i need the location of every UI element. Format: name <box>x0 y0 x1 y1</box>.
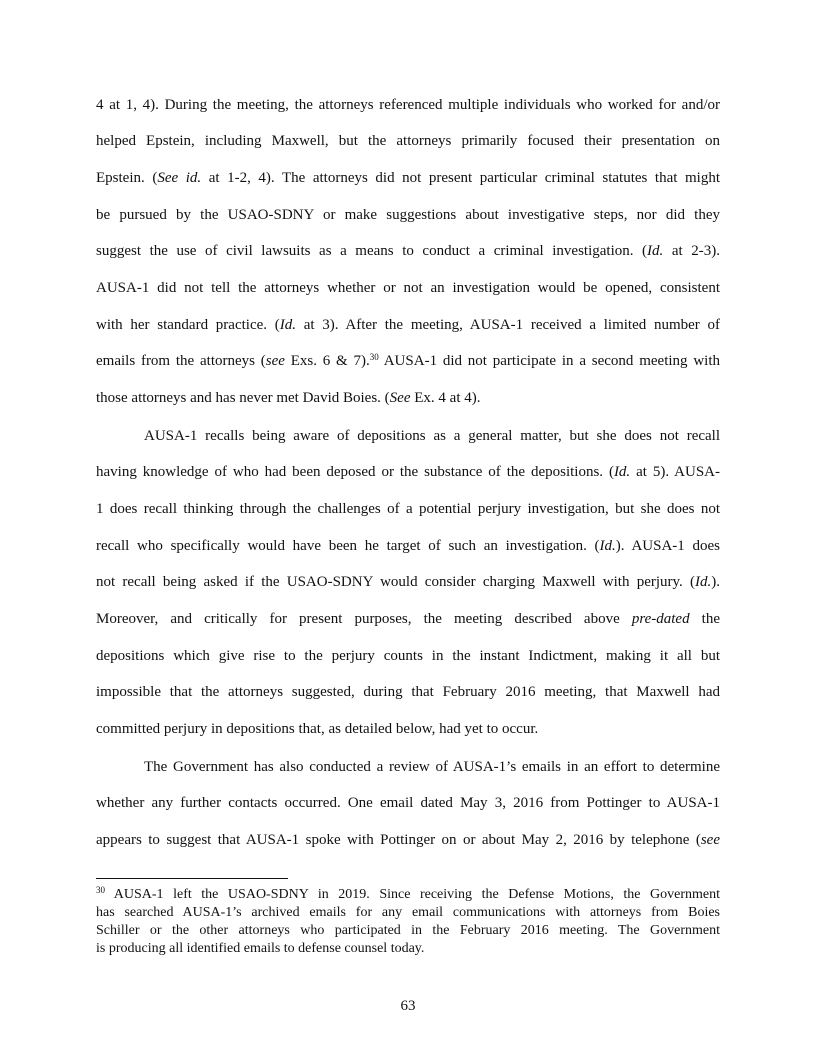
body-line <box>96 793 720 813</box>
footnote-line <box>96 886 720 904</box>
text-run: be pursued by the USAO-SDNY or make suggestions about investigative steps, nor did they <box>96 207 720 223</box>
citation-italic: see <box>700 832 720 848</box>
citation-italic: Id. <box>279 317 296 333</box>
citation-italic: Id. <box>599 538 616 554</box>
body-line <box>96 682 720 702</box>
text-run: having knowledge of who had been deposed or the substance of the depositions. ( <box>96 464 614 480</box>
text-run: committed perjury in depositions that, as detailed below, had yet to occur. <box>96 721 539 737</box>
body-line <box>96 241 720 261</box>
body-line <box>96 462 720 482</box>
text-run: at 1-2, 4). The attorneys did not present particular criminal statutes that might <box>201 170 720 186</box>
text-run: appears to suggest that AUSA-1 spoke with Pottinger on or about May 2, 2016 by telephone ( <box>96 832 701 848</box>
text-run: Exs. 6 & 7). <box>284 353 370 369</box>
body-line <box>96 95 720 115</box>
text-run: impossible that the attorneys suggested, during that February 2016 meeting, that Maxwell had <box>96 684 720 700</box>
text-run: emails from the attorneys ( <box>96 353 266 369</box>
text-run: AUSA-1 recalls being aware of depositions as a general matter, but she does not recall <box>144 428 720 444</box>
footnote-divider <box>96 878 288 879</box>
text-run: the <box>689 611 720 627</box>
text-run: AUSA-1 left the USAO-SDNY in 2019. Since receiving the Defense Motions, the Government <box>105 887 720 902</box>
citation-italic: Id. <box>613 464 631 480</box>
text-run: is producing all identified emails to defense counsel today. <box>96 941 425 956</box>
text-run: with her standard practice. ( <box>96 317 280 333</box>
text-run: at 3). After the meeting, AUSA-1 received a limited number of <box>295 317 720 333</box>
body-line <box>96 572 720 592</box>
citation-italic: See <box>389 390 411 406</box>
body-line <box>96 499 720 519</box>
body-line <box>96 719 720 739</box>
text-run: 1 does recall thinking through the challenges of a potential perjury investigation, but she does not <box>96 501 720 517</box>
body-line <box>96 388 720 408</box>
body-line <box>96 609 720 629</box>
text-run: at 5). AUSA- <box>630 464 720 480</box>
page-number: 63 <box>400 998 416 1014</box>
body-line <box>96 830 720 850</box>
text-run: at 2-3). <box>663 243 720 259</box>
body-line <box>96 278 720 298</box>
text-run: ). <box>711 574 720 590</box>
text-run: whether any further contacts occurred. One email dated May 3, 2016 from Pottinger to AUSA-1 <box>96 795 720 811</box>
footnote-line <box>96 922 720 940</box>
footnote-ref: 30 <box>96 885 105 895</box>
body-line <box>96 168 720 188</box>
text-run: those attorneys and has never met David Boies. ( <box>96 390 390 406</box>
body-line <box>144 757 720 777</box>
text-run: helped Epstein, including Maxwell, but the attorneys primarily focused their presentation on <box>96 133 720 149</box>
body-line <box>96 536 720 556</box>
text-run: suggest the use of civil lawsuits as a means to conduct a criminal investigation. ( <box>96 243 648 259</box>
text-run: ). AUSA-1 does <box>615 538 720 554</box>
text-run: The Government has also conducted a review of AUSA-1’s emails in an effort to determine <box>144 759 720 775</box>
body-line <box>144 426 720 446</box>
citation-italic: Id. <box>695 574 712 590</box>
text-run: 4 at 1, 4). During the meeting, the attorneys referenced multiple individuals who worked for and/or <box>96 97 720 113</box>
text-run: Ex. 4 at 4). <box>410 390 481 406</box>
text-run: has searched AUSA-1’s archived emails for any email communications with attorneys from Boies <box>96 905 720 920</box>
text-run: recall who specifically would have been he target of such an investigation. ( <box>96 538 600 554</box>
body-line <box>96 646 720 666</box>
citation-italic: pre-dated <box>631 611 690 627</box>
footnote-ref: 30 <box>369 352 379 362</box>
body-line <box>96 315 720 335</box>
text-run: Epstein. ( <box>96 170 158 186</box>
body-line <box>96 131 720 151</box>
text-run: depositions which give rise to the perjury counts in the instant Indictment, making it all but <box>96 648 720 664</box>
citation-italic: see <box>265 353 285 369</box>
citation-italic: Id. <box>647 243 664 259</box>
text-run: Moreover, and critically for present purposes, the meeting described above <box>96 611 632 627</box>
text-run: AUSA-1 did not tell the attorneys whether or not an investigation would be opened, consistent <box>96 280 720 296</box>
text-run: AUSA-1 did not participate in a second meeting with <box>378 353 720 369</box>
body-line <box>96 351 720 371</box>
body-line <box>96 205 720 225</box>
citation-italic: See id. <box>157 170 202 186</box>
text-run: not recall being asked if the USAO-SDNY would consider charging Maxwell with perjury. ( <box>96 574 695 590</box>
footnote-line <box>96 904 720 922</box>
text-run: Schiller or the other attorneys who participated in the February 2016 meeting. The Government <box>96 923 720 938</box>
footnote-line <box>96 940 720 958</box>
